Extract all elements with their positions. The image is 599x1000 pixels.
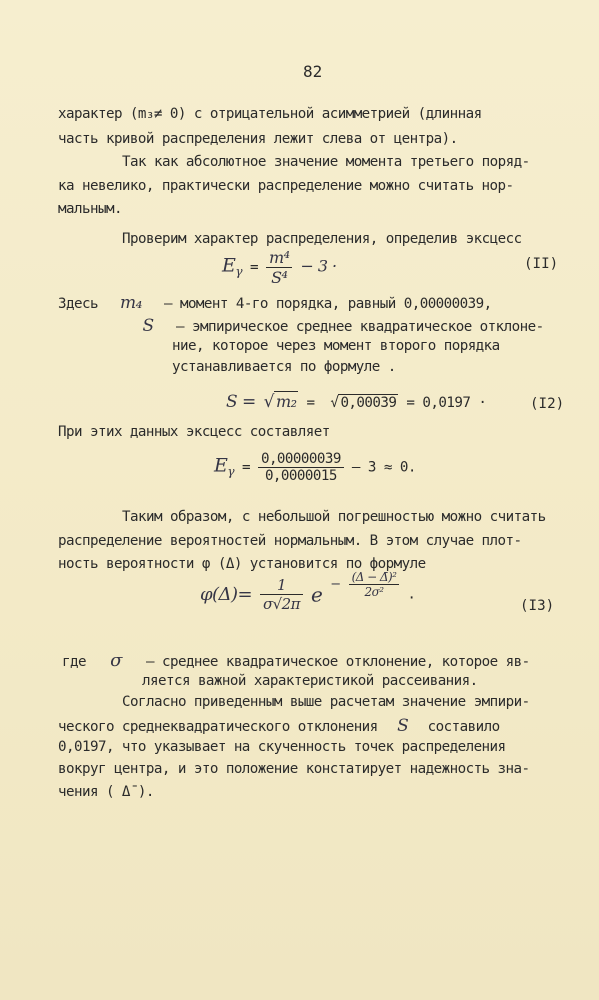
paragraph4-line-4: вокруг центра, и это положение констатирует надежность зна- [58,761,530,777]
text-line-after-12: При этих данных эксцесс составляет [58,424,330,440]
fraction-denominator: S⁴ [271,268,288,287]
equation-label-12: (I2) [530,396,565,412]
equation-label-11: (II) [524,256,559,272]
text-line-1: характер (m₃≠ 0) с отрицательной асимметрией (длинная [58,106,482,122]
paragraph3-line-2: ляется важной характеристикой рассеивания. [142,673,478,689]
text-line-5: мальным. [58,201,122,217]
definition-line-3: ние, которое через момент второго порядка [172,338,500,354]
excess-symbol: E [214,454,228,477]
definition-line-2 [128,316,544,336]
paragraph4-text-tail: составило [427,719,500,735]
paragraph4-text: ческого среднеквадратического отклонения [58,719,378,735]
exponent-numerator: (Δ − Δ̄)² [349,570,400,585]
equation-label-13: (I3) [520,598,555,614]
fraction-numerator: 0,00000039 [258,451,344,468]
exponent-base: e [310,582,323,607]
definition-line-4: устанавливается по формуле . [172,359,396,375]
paragraph4-line-3: 0,0197, что указывает на скученность точек распределения [58,739,506,755]
definition-symbol: m₄ [120,293,142,313]
exponent [330,570,399,599]
fraction-denominator: 0,0000015 [264,468,337,484]
paragraph2-line-3: ность вероятности φ (Δ) установится по формуле [58,556,426,572]
equals-sign: = [241,459,250,476]
equation-tail: – 3 ≈ 0. [351,459,416,476]
text-line-2: часть кривой распределения лежит слева от центра). [58,131,458,147]
paragraph4-line-1: Согласно приведенным выше расчетам значение эмпири- [122,694,530,710]
paragraph4-line-5: чения ( Δ̄ ). [58,784,154,800]
fraction-numerator: 1 [260,576,303,595]
excess-subscript: γ [235,264,242,279]
definition-symbol: S [142,316,154,336]
fraction-numerator: m⁴ [266,248,293,268]
excess-equation [214,451,416,495]
normalizing-fraction [260,576,303,613]
equation-13 [200,570,416,636]
exponent-fraction [349,570,400,599]
equation-lhs: S = [226,392,256,412]
equation-period: . [407,586,416,603]
radicand: m₂ [275,392,297,411]
equals-sign: = [249,259,258,276]
exponent-denominator: 2σ² [364,585,384,599]
excess-subscript: γ [227,464,234,479]
sigma-symbol: σ [110,650,122,671]
radicand-value: 0,00039 [340,395,397,411]
text-line-4: ка невелико, практически распределение можно считать нор- [58,178,514,194]
s-symbol: S [397,716,409,736]
density-function: φ(Δ)= [200,584,252,605]
paragraph2-line-2: распределение вероятностей нормальным. В этом случае плот- [58,533,522,549]
definition-line-1 [58,293,492,313]
excess-fraction [258,451,344,484]
fraction-denominator: σ√2π [262,595,300,613]
text-line-6: Проверим характер распределения, определив эксцесс [122,231,522,247]
equation-tail: − 3 · [300,256,337,276]
excess-symbol: E [222,254,236,277]
equation-12: S = √ m₂ = √ 0,00039 = 0,0197 · [226,392,487,412]
paragraph3-text: – среднее квадратическое отклонение, которое яв- [145,654,530,670]
equals-sign: = [306,395,315,411]
paragraph3-lead: где [62,654,86,670]
equation-11 [222,248,337,287]
paragraph3-line-1 [62,650,530,671]
page-number: 82 [303,62,323,81]
text-line-3: Так как абсолютное значение момента третьего поряд- [122,154,530,170]
definition-lead: Здесь [58,296,98,312]
fraction [266,248,293,287]
definition-text: – момент 4-го порядка, равный 0,00000039, [163,296,492,312]
paragraph4-line-2 [58,716,500,736]
definition-text: – эмпирическое среднее квадратическое отклоне- [176,319,544,335]
paragraph2-line-1: Таким образом, с небольшой погрешностью можно считать [122,509,546,525]
exponent-sign: − [330,577,341,592]
equation-result: = 0,0197 · [406,395,487,411]
